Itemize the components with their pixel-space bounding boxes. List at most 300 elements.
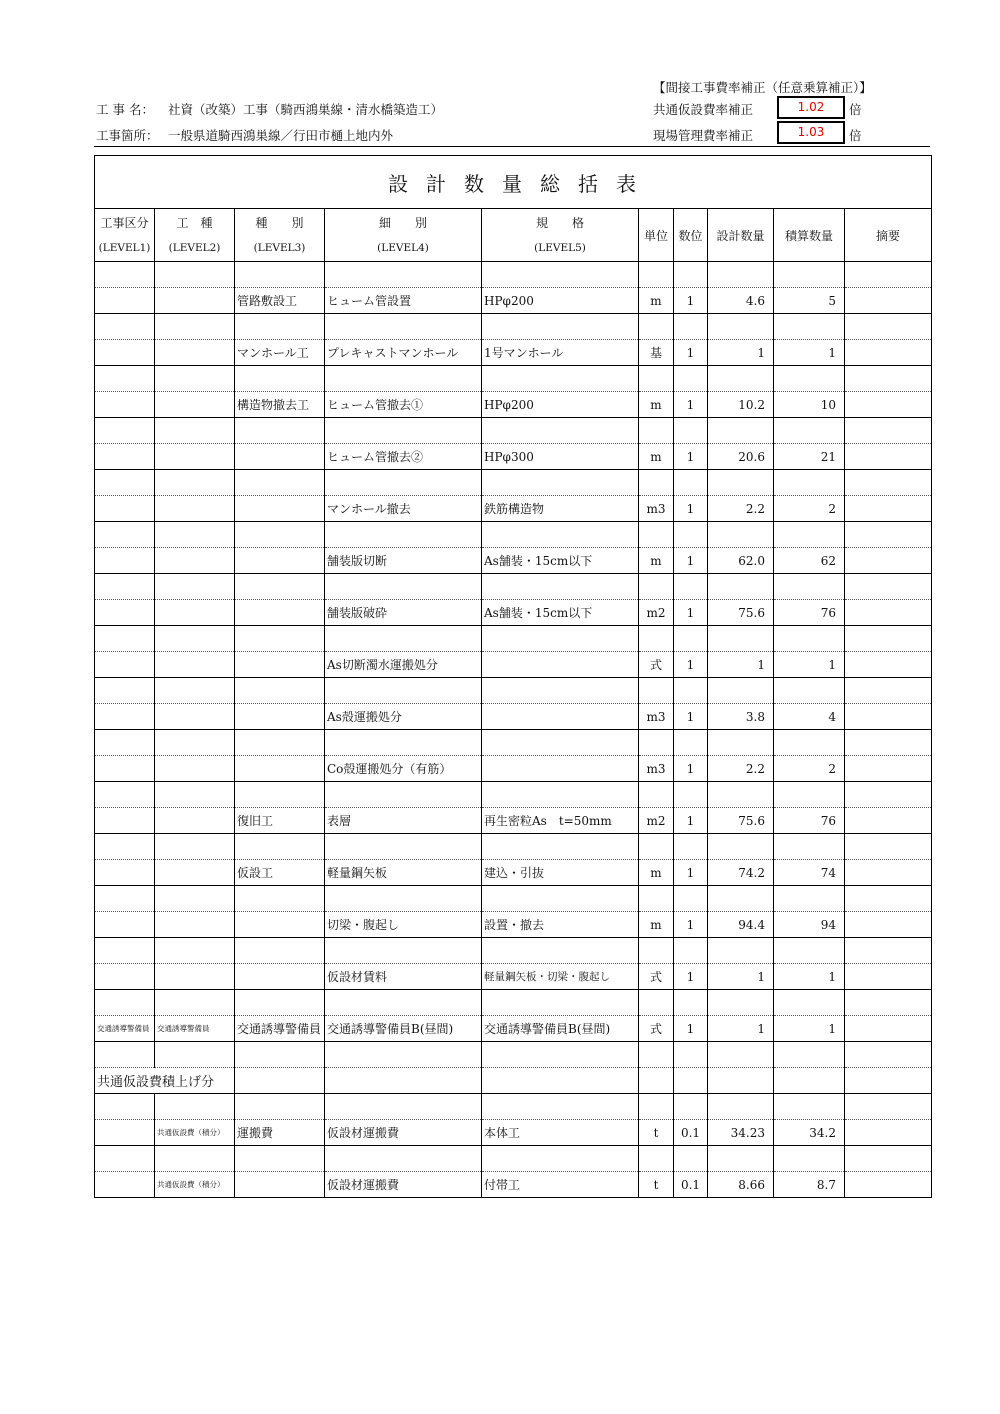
unit-cell: m [639,860,674,886]
empty-cell [774,782,845,808]
empty-cell [235,470,325,496]
level4-cell: As切断濁水運搬処分 [325,652,482,678]
factor1-unit: 倍 [849,102,862,117]
digit-cell: 1 [674,964,708,990]
col-header-unit: 単位 [639,209,674,262]
empty-cell [95,418,155,444]
table-row [95,912,932,938]
calc-qty-cell: 21 [774,444,845,470]
digit-cell: 1 [674,548,708,574]
level2-cell [155,808,235,834]
level3-cell [235,704,325,730]
empty-cell [674,886,708,912]
level1-cell [95,1120,155,1146]
digit-cell: 1 [674,600,708,626]
level3-cell [235,600,325,626]
calc-qty-cell: 1 [774,340,845,366]
calc-qty-cell: 2 [774,756,845,782]
level3-cell: 運搬費 [235,1120,325,1146]
empty-cell [325,626,482,652]
empty-cell [845,470,932,496]
empty-cell [235,366,325,392]
col-header-level5: 規 格 [482,209,639,236]
level1-cell: 交通誘導警備員 [95,1016,155,1042]
table-row [95,288,932,314]
remarks-cell [845,652,932,678]
table-title: 設計数量総括表 [95,156,932,209]
empty-cell [639,366,674,392]
empty-cell [325,574,482,600]
empty-cell [674,834,708,860]
empty-cell [235,990,325,1016]
empty-cell [708,262,774,288]
level1-cell [95,964,155,990]
level1-cell [95,288,155,314]
empty-cell [845,366,932,392]
digit-cell: 1 [674,496,708,522]
level2-cell [155,704,235,730]
level1-cell [95,444,155,470]
remarks-cell [845,392,932,418]
design-qty-cell: 1 [708,1016,774,1042]
empty-cell [708,574,774,600]
empty-cell [325,418,482,444]
spacer-row [95,782,932,808]
level2-cell [155,652,235,678]
level2-cell: 共通仮設費（積分） [155,1172,235,1198]
factor2-value[interactable]: 1.03 [777,121,845,144]
empty-cell [325,678,482,704]
calc-qty-cell: 76 [774,808,845,834]
level1-cell [95,496,155,522]
empty-cell [325,470,482,496]
empty-cell [708,1042,774,1068]
empty-cell [482,314,639,340]
calc-qty-cell: 8.7 [774,1172,845,1198]
level4-cell: ヒューム管撤去① [325,392,482,418]
header-rule [94,146,930,147]
empty-cell [639,522,674,548]
empty-cell [774,834,845,860]
empty-cell [708,886,774,912]
empty-cell [774,366,845,392]
spacer-row [95,262,932,288]
digit-cell: 1 [674,288,708,314]
empty-cell [325,938,482,964]
empty-cell [95,574,155,600]
level4-cell: 仮設材賃料 [325,964,482,990]
empty-cell [639,1146,674,1172]
calc-qty-cell: 10 [774,392,845,418]
empty-cell [155,730,235,756]
remarks-cell [845,756,932,782]
calc-qty-cell: 1 [774,964,845,990]
empty-cell [95,886,155,912]
level4-cell: 舗装版切断 [325,548,482,574]
level1-cell [95,1172,155,1198]
empty-cell [95,990,155,1016]
empty-cell [845,938,932,964]
empty-cell [155,1042,235,1068]
level5-cell: 再生密粒As t=50mm [482,808,639,834]
table-row [95,496,932,522]
empty-cell [774,938,845,964]
quantity-summary-table [94,155,932,1198]
empty-cell [482,1094,639,1120]
unit-cell: m2 [639,808,674,834]
unit-cell: m3 [639,496,674,522]
col-subheader-level2: (LEVEL2) [155,235,235,262]
empty-cell [708,938,774,964]
empty-cell [845,886,932,912]
digit-cell: 1 [674,652,708,678]
digit-cell: 1 [674,340,708,366]
col-header-level4: 細 別 [325,209,482,236]
empty-cell [845,1068,932,1094]
unit-cell: m [639,912,674,938]
design-qty-cell: 75.6 [708,600,774,626]
empty-cell [674,366,708,392]
empty-cell [325,782,482,808]
unit-cell: 式 [639,964,674,990]
empty-cell [482,470,639,496]
empty-cell [482,1146,639,1172]
empty-cell [482,834,639,860]
level1-cell [95,808,155,834]
empty-cell [155,470,235,496]
empty-cell [774,522,845,548]
level4-cell: 表層 [325,808,482,834]
table-row [95,964,932,990]
empty-cell [774,990,845,1016]
calc-qty-cell: 74 [774,860,845,886]
empty-cell [235,1068,325,1094]
empty-cell [95,314,155,340]
level4-cell: 切梁・腹起し [325,912,482,938]
empty-cell [845,782,932,808]
level5-cell: As舗装・15cm以下 [482,600,639,626]
calc-qty-cell: 1 [774,1016,845,1042]
design-qty-cell: 4.6 [708,288,774,314]
level3-cell: 交通誘導警備員 [235,1016,325,1042]
empty-cell [639,1094,674,1120]
level1-cell [95,756,155,782]
remarks-cell [845,808,932,834]
level5-cell: 鉄筋構造物 [482,496,639,522]
spacer-row [95,834,932,860]
level2-cell [155,288,235,314]
empty-cell [155,418,235,444]
empty-cell [155,678,235,704]
level1-cell [95,912,155,938]
level2-cell [155,860,235,886]
level5-cell: HPφ200 [482,288,639,314]
level3-cell [235,912,325,938]
empty-cell [639,990,674,1016]
col-header-level2: 工 種 [155,209,235,236]
level4-cell: 舗装版破砕 [325,600,482,626]
factor2-unit: 倍 [849,128,862,143]
empty-cell [774,678,845,704]
design-qty-cell: 62.0 [708,548,774,574]
level2-cell [155,756,235,782]
empty-cell [325,1094,482,1120]
level3-cell: マンホール工 [235,340,325,366]
design-qty-cell: 2.2 [708,496,774,522]
spacer-row [95,730,932,756]
factor2-label: 現場管理費率補正 [653,128,754,143]
digit-cell: 1 [674,704,708,730]
empty-cell [235,314,325,340]
empty-cell [639,678,674,704]
digit-cell: 1 [674,808,708,834]
project-name: 社資（改築）工事（騎西鴻巣線・清水橋築造工） [168,102,444,117]
design-qty-cell: 10.2 [708,392,774,418]
empty-cell [708,834,774,860]
empty-cell [639,1068,674,1094]
design-qty-cell: 20.6 [708,444,774,470]
empty-cell [774,1042,845,1068]
empty-cell [95,782,155,808]
empty-cell [235,1094,325,1120]
empty-cell [639,314,674,340]
empty-cell [325,834,482,860]
empty-cell [708,1068,774,1094]
empty-cell [845,1146,932,1172]
level3-cell: 構造物撤去工 [235,392,325,418]
spacer-row [95,314,932,340]
unit-cell: m3 [639,704,674,730]
level5-cell: 交通誘導警備員B(昼間) [482,1016,639,1042]
level5-cell: 軽量鋼矢板・切梁・腹起し [482,964,639,990]
empty-cell [774,1146,845,1172]
level3-cell [235,1172,325,1198]
level2-cell [155,444,235,470]
calc-qty-cell: 94 [774,912,845,938]
empty-cell [155,262,235,288]
empty-cell [155,886,235,912]
empty-cell [845,678,932,704]
col-header-design-qty: 設計数量 [708,209,774,262]
empty-cell [639,834,674,860]
empty-cell [674,1042,708,1068]
empty-cell [482,990,639,1016]
level1-cell [95,860,155,886]
unit-cell: m [639,548,674,574]
level5-cell: 1号マンホール [482,340,639,366]
empty-cell [95,1094,155,1120]
level5-cell [482,756,639,782]
empty-cell [155,938,235,964]
table-row [95,548,932,574]
empty-cell [845,990,932,1016]
empty-cell [482,678,639,704]
empty-cell [235,834,325,860]
empty-cell [708,366,774,392]
empty-cell [325,314,482,340]
spacer-row [95,470,932,496]
empty-cell [482,730,639,756]
design-qty-cell: 8.66 [708,1172,774,1198]
level5-cell: 建込・引抜 [482,860,639,886]
empty-cell [708,418,774,444]
remarks-cell [845,548,932,574]
table-row [95,808,932,834]
level2-cell [155,548,235,574]
empty-cell [674,1094,708,1120]
remarks-cell [845,704,932,730]
remarks-cell [845,964,932,990]
empty-cell [235,678,325,704]
empty-cell [845,522,932,548]
level3-cell: 復旧工 [235,808,325,834]
empty-cell [845,1042,932,1068]
calc-qty-cell: 76 [774,600,845,626]
level1-cell [95,704,155,730]
unit-cell: 式 [639,1016,674,1042]
empty-cell [708,626,774,652]
unit-cell: t [639,1120,674,1146]
unit-cell: 式 [639,652,674,678]
design-qty-cell: 1 [708,652,774,678]
remarks-cell [845,496,932,522]
level4-cell: 仮設材運搬費 [325,1120,482,1146]
col-subheader-level1: (LEVEL1) [95,235,155,262]
level4-cell: ヒューム管撤去② [325,444,482,470]
design-qty-cell: 75.6 [708,808,774,834]
col-header-level3: 種 別 [235,209,325,236]
level2-cell [155,912,235,938]
empty-cell [235,730,325,756]
level5-cell [482,652,639,678]
level4-cell: 交通誘導警備員B(昼間) [325,1016,482,1042]
spacer-row [95,418,932,444]
empty-cell [708,730,774,756]
level5-cell: 付帯工 [482,1172,639,1198]
empty-cell [774,470,845,496]
empty-cell [708,522,774,548]
empty-cell [639,730,674,756]
table-row [95,340,932,366]
level5-cell: 本体工 [482,1120,639,1146]
empty-cell [95,522,155,548]
empty-cell [774,1068,845,1094]
level3-cell [235,548,325,574]
empty-cell [845,834,932,860]
table-row [95,1172,932,1198]
col-subheader-level3: (LEVEL3) [235,235,325,262]
digit-cell: 1 [674,444,708,470]
empty-cell [639,262,674,288]
empty-cell [235,886,325,912]
empty-cell [482,418,639,444]
empty-cell [325,1042,482,1068]
empty-cell [155,314,235,340]
empty-cell [482,262,639,288]
empty-cell [235,522,325,548]
remarks-cell [845,288,932,314]
level2-cell: 共通仮設費（積分） [155,1120,235,1146]
remarks-cell [845,1016,932,1042]
empty-cell [482,1068,639,1094]
empty-cell [325,730,482,756]
empty-cell [674,990,708,1016]
spacer-row [95,522,932,548]
design-qty-cell: 1 [708,964,774,990]
empty-cell [845,418,932,444]
section-row [95,1068,932,1094]
level5-cell: As舗装・15cm以下 [482,548,639,574]
empty-cell [708,990,774,1016]
empty-cell [674,522,708,548]
empty-cell [639,938,674,964]
empty-cell [155,626,235,652]
empty-cell [155,834,235,860]
table-row [95,600,932,626]
empty-cell [774,574,845,600]
empty-cell [482,626,639,652]
table-row [95,704,932,730]
col-header-digit: 数位 [674,209,708,262]
level4-cell: Co殻運搬処分（有筋） [325,756,482,782]
spacer-row [95,574,932,600]
empty-cell [482,938,639,964]
empty-cell [639,782,674,808]
remarks-cell [845,860,932,886]
project-label: 工 事 名： [96,102,154,117]
table-row [95,860,932,886]
remarks-cell [845,1120,932,1146]
digit-cell: 0.1 [674,1172,708,1198]
design-qty-cell: 3.8 [708,704,774,730]
spacer-row [95,626,932,652]
remarks-cell [845,340,932,366]
empty-cell [708,782,774,808]
unit-cell: m [639,288,674,314]
col-header-calc-qty: 積算数量 [774,209,845,262]
factor1-label: 共通仮設費率補正 [653,102,754,117]
spacer-row [95,1146,932,1172]
level1-cell [95,600,155,626]
empty-cell [155,990,235,1016]
empty-cell [235,626,325,652]
empty-cell [155,574,235,600]
design-qty-cell: 34.23 [708,1120,774,1146]
empty-cell [639,574,674,600]
empty-cell [95,730,155,756]
empty-cell [325,990,482,1016]
unit-cell: m2 [639,600,674,626]
empty-cell [774,730,845,756]
empty-cell [95,470,155,496]
empty-cell [235,1042,325,1068]
empty-cell [155,1094,235,1120]
table-row [95,444,932,470]
empty-cell [639,418,674,444]
table-row [95,1016,932,1042]
empty-cell [235,938,325,964]
factor1-value[interactable]: 1.02 [777,96,845,119]
level2-cell [155,964,235,990]
level4-cell: As殻運搬処分 [325,704,482,730]
level4-cell: マンホール撤去 [325,496,482,522]
empty-cell [325,262,482,288]
empty-cell [674,262,708,288]
design-qty-cell: 94.4 [708,912,774,938]
location-label: 工事箇所： [96,128,159,143]
empty-cell [325,1146,482,1172]
remarks-cell [845,1172,932,1198]
